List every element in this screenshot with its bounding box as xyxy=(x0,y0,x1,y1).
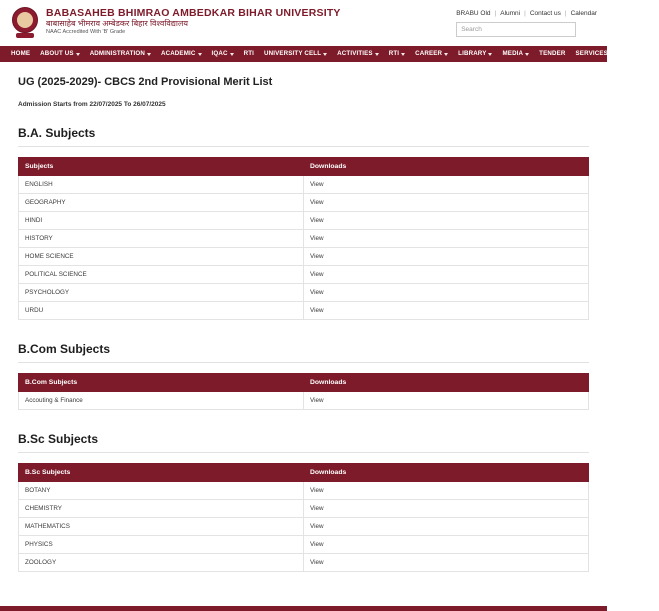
section-heading: B.Com Subjects xyxy=(18,342,589,363)
divider: | xyxy=(524,10,526,17)
chevron-down-icon xyxy=(147,53,151,56)
table-header-row xyxy=(19,464,589,482)
subject-cell: MATHEMATICS xyxy=(19,518,304,536)
subject-cell: CHEMISTRY xyxy=(19,500,304,518)
chevron-down-icon xyxy=(76,53,80,56)
university-name-en: BABASAHEB BHIMRAO AMBEDKAR BIHAR UNIVERSITY xyxy=(46,6,341,19)
download-cell xyxy=(304,554,589,572)
nav-item-label: LIBRARY xyxy=(458,50,487,57)
table-row xyxy=(19,554,589,572)
view-link[interactable]: View xyxy=(310,289,324,296)
table-row xyxy=(19,212,589,230)
table-row xyxy=(19,248,589,266)
subject-cell: GEOGRAPHY xyxy=(19,194,304,212)
nav-item-home[interactable] xyxy=(6,46,35,62)
header-utility-area xyxy=(456,6,597,37)
subject-cell: BOTANY xyxy=(19,482,304,500)
subject-cell: PHYSICS xyxy=(19,536,304,554)
sections-container xyxy=(18,126,589,572)
nav-item-notice[interactable] xyxy=(619,46,659,62)
table-header-row xyxy=(19,374,589,392)
nav-item-media[interactable] xyxy=(497,46,534,62)
table-row xyxy=(19,518,589,536)
chevron-down-icon xyxy=(323,53,327,56)
contact-us-link[interactable]: Contact us xyxy=(529,10,561,17)
download-cell xyxy=(304,284,589,302)
site-header xyxy=(0,0,607,46)
chevron-down-icon xyxy=(525,53,529,56)
page-title: UG (2025-2029)- CBCS 2nd Provisional Merit List xyxy=(18,76,273,88)
university-name-hi: बाबासाहेब भीमराव अम्बेडकर बिहार विश्वविद्यालय xyxy=(46,18,189,28)
divider: | xyxy=(494,10,497,17)
alumni-link[interactable]: Alumni xyxy=(500,10,521,17)
nav-item-services[interactable] xyxy=(571,46,619,62)
table-row xyxy=(19,230,589,248)
nav-item-label: TENDER xyxy=(539,50,566,57)
top-links xyxy=(456,10,597,17)
download-cell xyxy=(304,536,589,554)
subjects-table xyxy=(18,157,589,320)
nav-item-label: NOTICE xyxy=(623,50,649,57)
search-placeholder-text: Search xyxy=(461,26,482,33)
column-header: Subjects xyxy=(19,158,304,176)
chevron-down-icon xyxy=(650,53,654,56)
table-row xyxy=(19,302,589,320)
nav-item-career[interactable] xyxy=(410,46,453,62)
download-cell xyxy=(304,194,589,212)
download-cell xyxy=(304,518,589,536)
nav-item-label: CAREER xyxy=(415,50,443,57)
footer-strip xyxy=(0,606,607,611)
download-cell xyxy=(304,176,589,194)
site-brand[interactable] xyxy=(10,6,341,38)
nav-item-label: ADMINISTRATION xyxy=(89,50,145,57)
chevron-down-icon xyxy=(375,53,379,56)
subject-cell: HINDI xyxy=(19,212,304,230)
nav-item-label: HOME xyxy=(11,50,31,57)
nav-item-about-us[interactable] xyxy=(35,46,85,62)
view-link[interactable]: View xyxy=(310,235,324,242)
nav-item-iqac[interactable] xyxy=(207,46,239,62)
table-row xyxy=(19,392,589,410)
subject-cell: PSYCHOLOGY xyxy=(19,284,304,302)
view-link[interactable]: View xyxy=(310,199,324,206)
download-cell xyxy=(304,266,589,284)
admission-note: Admission Starts from 22/07/2025 To 26/07/2025 xyxy=(18,101,166,108)
subject-cell: HOME SCIENCE xyxy=(19,248,304,266)
download-cell xyxy=(304,230,589,248)
nav-item-administration[interactable] xyxy=(85,46,156,62)
download-cell xyxy=(304,500,589,518)
chevron-down-icon xyxy=(444,53,448,56)
subject-cell: POLITICAL SCIENCE xyxy=(19,266,304,284)
subjects-table xyxy=(18,373,589,410)
table-row xyxy=(19,266,589,284)
nav-item-library[interactable] xyxy=(453,46,497,62)
section-heading: B.A. Subjects xyxy=(18,126,589,147)
view-link[interactable]: View xyxy=(310,397,324,404)
chevron-down-icon xyxy=(401,53,405,56)
chevron-down-icon xyxy=(230,53,234,56)
subjects-table xyxy=(18,463,589,572)
table-row xyxy=(19,176,589,194)
table-row xyxy=(19,482,589,500)
brabu-old-link[interactable]: BRABU Old xyxy=(456,10,491,17)
download-cell xyxy=(304,302,589,320)
naac-accreditation-text: NAAC Accredited With 'B' Grade xyxy=(46,29,126,36)
download-cell xyxy=(304,248,589,266)
table-row xyxy=(19,536,589,554)
view-link[interactable]: View xyxy=(310,559,324,566)
nav-item-label: UNIVERSITY CELL xyxy=(264,50,322,57)
subject-cell: URDU xyxy=(19,302,304,320)
subject-cell: Accouting & Finance xyxy=(19,392,304,410)
view-link[interactable]: View xyxy=(310,523,324,530)
chevron-down-icon xyxy=(488,53,492,56)
divider: | xyxy=(564,10,567,17)
column-header: B.Com Subjects xyxy=(19,374,304,392)
view-link[interactable]: View xyxy=(310,217,324,224)
column-header: Downloads xyxy=(304,158,589,176)
nav-item-tender[interactable] xyxy=(534,46,570,62)
download-cell xyxy=(304,392,589,410)
nav-item-rti[interactable] xyxy=(384,46,410,62)
nav-item-label: ABOUT US xyxy=(40,50,74,57)
calendar-link[interactable]: Calendar xyxy=(570,10,597,17)
view-link[interactable]: View xyxy=(310,541,324,548)
table-header-row xyxy=(19,158,589,176)
table-row xyxy=(19,284,589,302)
search-input[interactable] xyxy=(456,22,576,37)
view-link[interactable]: View xyxy=(310,271,324,278)
column-header: B.Sc Subjects xyxy=(19,464,304,482)
chevron-down-icon xyxy=(198,53,202,56)
brand-text xyxy=(46,8,341,36)
nav-item-rti[interactable] xyxy=(239,46,259,62)
download-cell xyxy=(304,212,589,230)
main-content xyxy=(0,62,607,572)
main-navigation xyxy=(0,46,649,62)
nav-item-label: ACTIVITIES xyxy=(337,50,373,57)
view-link[interactable]: View xyxy=(310,307,324,314)
nav-item-label: IQAC xyxy=(211,50,228,57)
nav-item-label: RTI xyxy=(388,50,400,57)
nav-item-academic[interactable] xyxy=(156,46,207,62)
view-link[interactable]: View xyxy=(310,253,324,260)
university-emblem-icon xyxy=(10,6,40,38)
view-link[interactable]: View xyxy=(310,181,324,188)
nav-item-label: SERVICES xyxy=(575,50,608,57)
column-header: Downloads xyxy=(304,464,589,482)
subject-cell: HISTORY xyxy=(19,230,304,248)
view-link[interactable]: View xyxy=(310,487,324,494)
chevron-down-icon xyxy=(610,53,614,56)
table-row xyxy=(19,500,589,518)
section-heading: B.Sc Subjects xyxy=(18,432,589,453)
nav-item-label: RTI xyxy=(243,50,254,57)
nav-item-university-cell[interactable] xyxy=(259,46,332,62)
download-cell xyxy=(304,482,589,500)
view-link[interactable]: View xyxy=(310,505,324,512)
nav-item-label: ACADEMIC xyxy=(160,50,196,57)
nav-item-activities[interactable] xyxy=(332,46,384,62)
table-row xyxy=(19,194,589,212)
nav-item-label: MEDIA xyxy=(502,50,524,57)
subject-cell: ENGLISH xyxy=(19,176,304,194)
subject-cell: ZOOLOGY xyxy=(19,554,304,572)
column-header: Downloads xyxy=(304,374,589,392)
